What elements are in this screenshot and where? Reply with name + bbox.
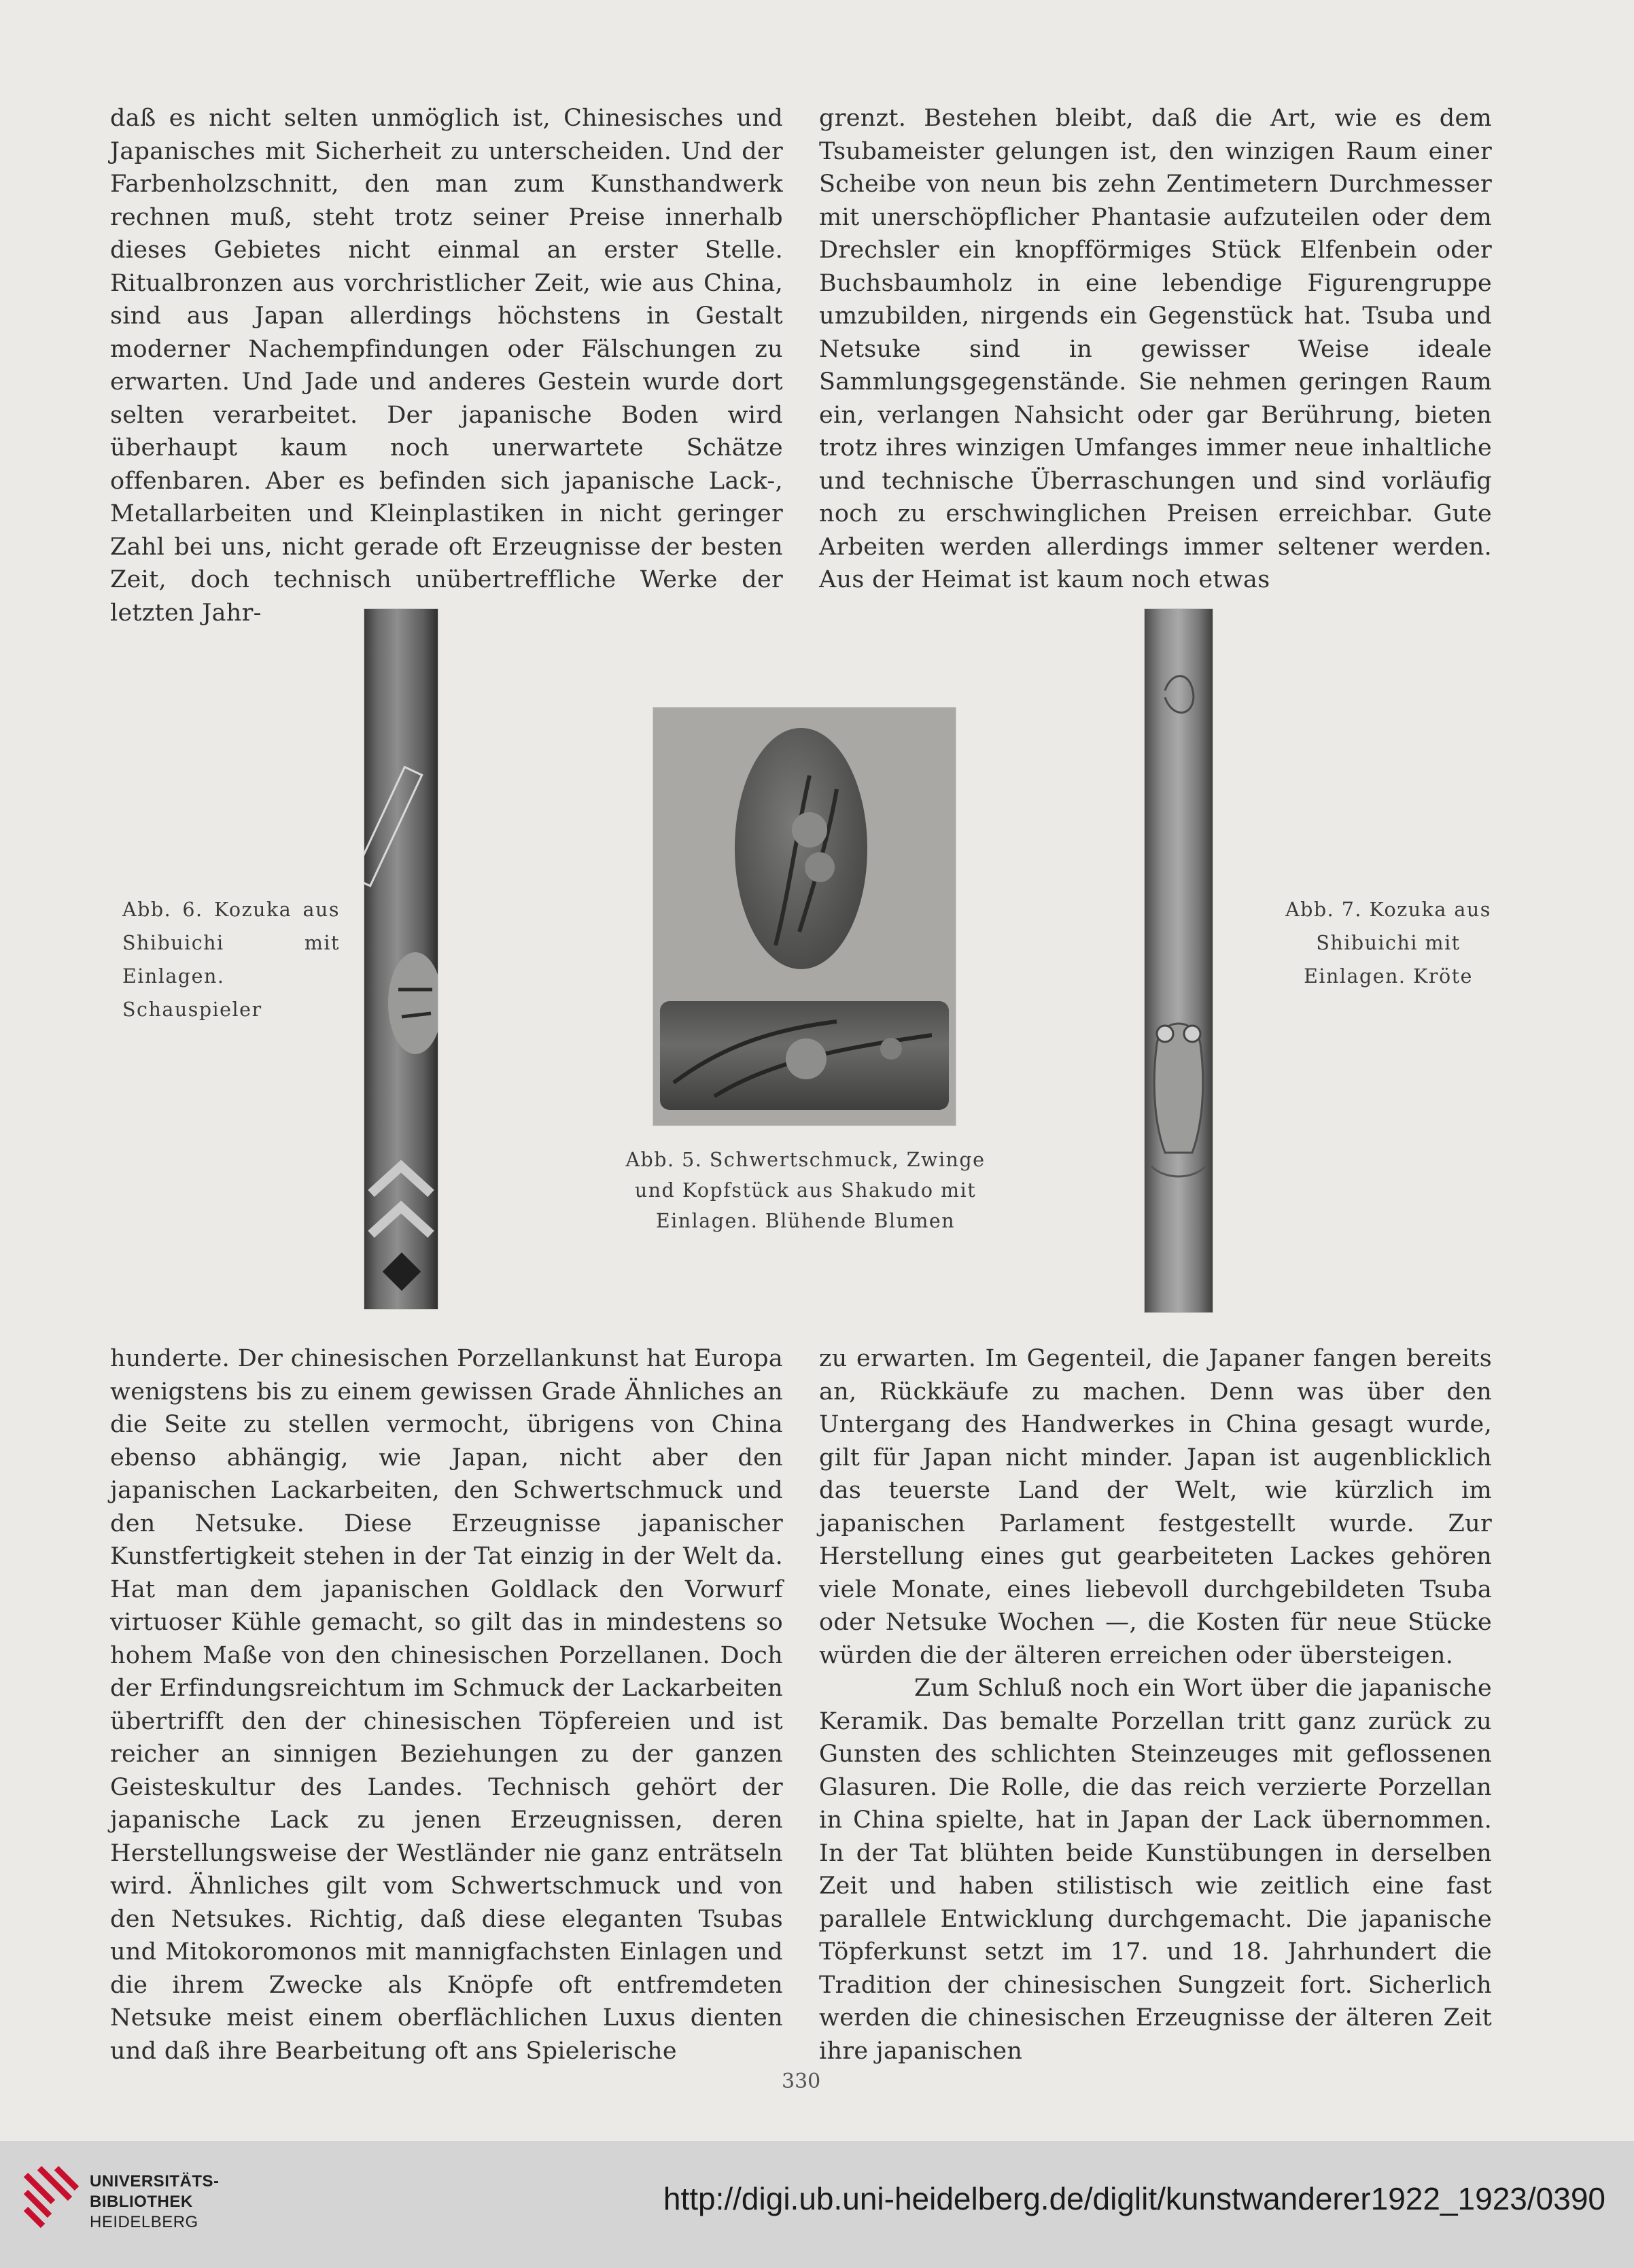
- figure-kozuka-toad: [1144, 608, 1213, 1313]
- caption-fig7: Abb. 7. Kozuka aus Shibuichi mit Einlagen. Kröte: [1285, 899, 1491, 988]
- paragraph: zu erwarten. Im Gegenteil, die Japaner fangen bereits an, Rückkäufe zu machen. Denn was über den Untergang des Handwerkes in China gesagt wurde, gilt für Japan nicht minder. Japan ist augenblicklich das teuerste Land der Welt, wie kürzlich im japanischen Parlament festgestellt wurde. Zur Herstellung eines gut gearbeiteten Lackes gehören viele Monate, eines liebevoll durchgebildeten Tsuba oder Netsuke Wochen —, die Kosten für neue Stücke würden die der älteren erreichen oder übersteigen.: [819, 1345, 1492, 1669]
- paragraph: grenzt. Bestehen bleibt, daß die Art, wie es dem Tsubameister gelungen ist, den winzigen Raum einer Scheibe von neun bis zehn Zentimetern Durchmesser mit unerschöpflicher Phantasie aufzuteilen oder dem Drechsler ein knopfförmiges Stück Elfenbein oder Buchsbaumholz in eine lebendige Figurengruppe umzubilden, nirgends ein Gegenstück hat. Tsuba und Netsuke sind in gewisser Weise ideale Sammlungsgegenstände. Sie nehmen geringen Raum ein, verlangen Nahsicht oder gar Berührung, bieten trotz ihres winzigen Umfanges immer neue inhaltliche und technische Überraschungen und sind vorläufig noch zu erschwinglichen Preisen erreichbar. Gute Arbeiten werden allerdings immer seltener werden. Aus der Heimat ist kaum noch etwas: [819, 105, 1492, 593]
- paragraph: Zum Schluß noch ein Wort über die japanische Keramik. Das bemalte Porzellan tritt ganz zurück zu Gunsten des schlichten Steinzeuges mit geflossenen Glasuren. Die Rolle, die das reich verzierte Porzellan in China spielte, hat in Japan der Lack übernommen. In der Tat blühten beide Kunstübungen in derselben Zeit und haben stilistisch wie zeitlich eine fast parallele Entwicklung durchgemacht. Die japanische Töpferkunst setzt im 17. und 18. Jahrhundert die Tradition der chinesischen Sungzeit fort. Sicherlich werden die chinesischen Erzeugnisse der älteren Zeit ihre japanischen: [819, 1675, 1492, 2065]
- text-column-top-left: [110, 102, 783, 629]
- figure-sword-fittings: [653, 707, 956, 1126]
- library-footer: [0, 2141, 1634, 2268]
- caption-fig6: Abb. 6. Kozuka aus Shibuichi mit Einlagen. Schauspieler: [122, 899, 340, 1021]
- source-url-link[interactable]: http://digi.ub.uni-heidelberg.de/diglit/kunstwanderer1922_1923/0390: [663, 2181, 1605, 2216]
- kozuka-toad-illustration: [1145, 609, 1213, 1312]
- kozuka-actor-illustration: [364, 609, 438, 1309]
- text-column-bottom-left: [110, 1342, 783, 2068]
- university-library-logo-icon: [19, 2161, 80, 2236]
- figure-kozuka-actor: [364, 608, 438, 1310]
- fuchi-oval-flower-relief: [735, 728, 867, 969]
- library-name: UNIVERSITÄTS- BIBLIOTHEK HEIDELBERG: [90, 2172, 220, 2231]
- page-number: 330: [782, 2070, 821, 2093]
- paragraph: hunderte. Der chinesischen Porzellankunst hat Europa wenigstens bis zu einem gewissen Grade Ähnliches an die Seite zu stellen vermocht, übrigens von China ebenso abhängig, wie Japan, nicht aber den japanischen Lackarbeiten, den Schwertschmuck und den Netsuke. Diese Erzeugnisse japanischer Kunstfertigkeit stehen in der Tat einzig in der Welt da. Hat man dem japanischen Goldlack den Vorwurf virtuoser Kühle gemacht, so gilt das in mindestens so hohem Maße von den chinesischen Porzellanen. Doch der Erfindungsreichtum im Schmuck der Lackarbeiten übertrifft den der chinesischen Töpfereien und ist reicher an sinnigen Beziehungen zu der ganzen Geisteskultur des Landes. Technisch gehört der japanische Lack zu jenen Erzeugnissen, deren Herstellungsweise der Westländer nie ganz enträtseln wird. Ähnliches gilt vom Schwertschmuck und von den Netsukes. Richtig, daß diese eleganten Tsubas und Mitokoromonos mit mannigfachsten Einlagen und die ihrem Zwecke als Knöpfe oft entfremdeten Netsuke meist einem oberflächlichen Luxus dienten und daß ihre Bearbeitung oft ans Spielerische: [110, 1345, 783, 2065]
- paragraph: daß es nicht selten unmöglich ist, Chinesisches und Japanisches mit Sicherheit zu unterscheiden. Und der Farbenholzschnitt, den man zum Kunsthandwerk rechnen muß, steht trotz seiner Preise innerhalb dieses Gebietes nicht einmal an erster Stelle. Ritualbronzen aus vorchristlicher Zeit, wie aus China, sind aus Japan allerdings höchstens in Gestalt moderner Nachempfindungen oder Fälschungen zu erwarten. Und Jade und anderes Gestein wurde dort selten verarbeitet. Der japanische Boden wird überhaupt kaum noch unerwartete Schätze offenbaren. Aber es befinden sich japanische Lack-, Metallarbeiten und Kleinplastiken in nicht geringer Zahl bei uns, nicht gerade oft Erzeugnisse der besten Zeit, doch technisch unübertreffliche Werke der letzten Jahr-: [110, 105, 783, 627]
- text-column-top-right: [819, 102, 1492, 597]
- caption-fig5: Abb. 5. Schwertschmuck, Zwinge und Kopfstück aus Shakudo mit Einlagen. Blühende Blumen: [625, 1149, 986, 1232]
- text-column-bottom-right: [819, 1342, 1492, 2068]
- kashira-flower-relief: [660, 1001, 949, 1110]
